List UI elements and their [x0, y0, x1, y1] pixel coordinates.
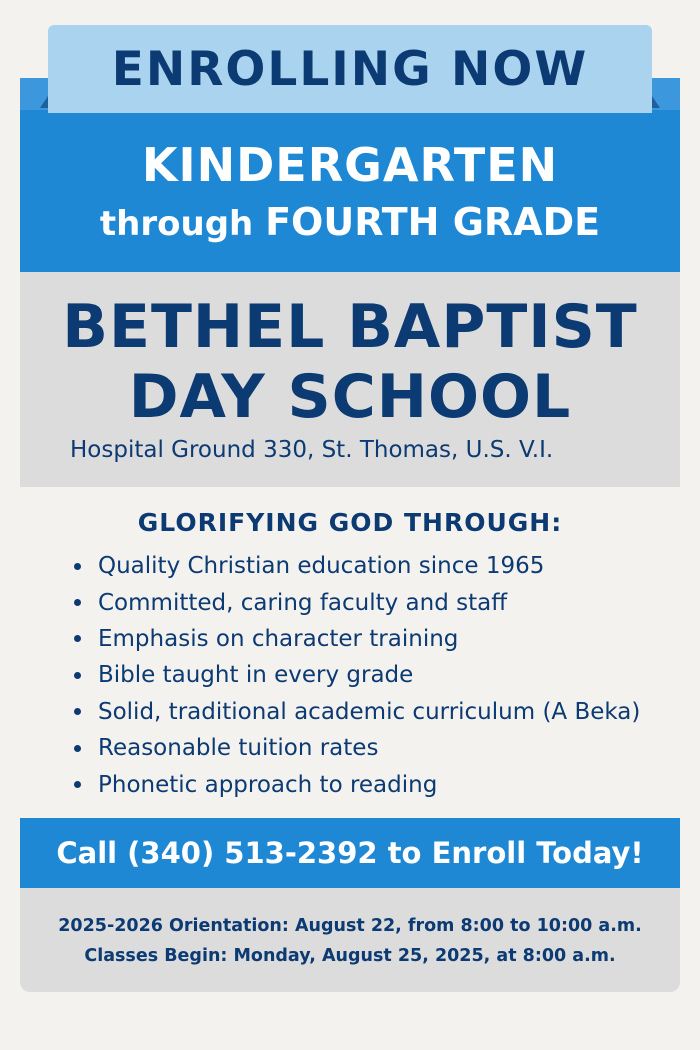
enrolling-headline: ENROLLING NOW	[111, 41, 589, 97]
grades-line-1: KINDERGARTEN	[141, 138, 559, 192]
classes-begin-info: Classes Begin: Monday, August 25, 2025, at 8:00 a.m.	[84, 946, 616, 966]
school-name	[20, 292, 680, 432]
bullet-icon	[74, 635, 81, 642]
school-name-line-1: BETHEL BAPTIST	[62, 292, 638, 362]
mission-list	[74, 548, 640, 803]
enrolling-ribbon	[48, 25, 652, 113]
list-item: Bible taught in every grade	[74, 657, 640, 693]
bullet-icon	[74, 563, 81, 570]
grades-line-2	[20, 200, 680, 244]
list-item: Quality Christian education since 1965	[74, 548, 640, 584]
grades-fourth: FOURTH GRADE	[265, 200, 601, 244]
list-item: Solid, traditional academic curriculum (A Beka)	[74, 694, 640, 730]
bullet-icon	[74, 745, 81, 752]
list-item: Emphasis on character training	[74, 621, 640, 657]
orientation-info: 2025-2026 Orientation: August 22, from 8:00 to 10:00 a.m.	[58, 916, 642, 936]
bullet-icon	[74, 708, 81, 715]
mission-heading: GLORIFYING GOD THROUGH:	[137, 508, 563, 537]
grades-through: through	[99, 204, 266, 244]
schedule-box	[20, 888, 680, 992]
bullet-icon	[74, 781, 81, 788]
bullet-icon	[74, 599, 81, 606]
call-to-action-band	[20, 818, 680, 888]
call-to-action: Call (340) 513-2392 to Enroll Today!	[56, 836, 644, 870]
school-address: Hospital Ground 330, St. Thomas, U.S. V.I.	[70, 437, 554, 463]
school-name-line-2: DAY SCHOOL	[128, 362, 572, 432]
list-item: Phonetic approach to reading	[74, 766, 640, 802]
bullet-icon	[74, 672, 81, 679]
list-item: Committed, caring faculty and staff	[74, 584, 640, 620]
list-item: Reasonable tuition rates	[74, 730, 640, 766]
